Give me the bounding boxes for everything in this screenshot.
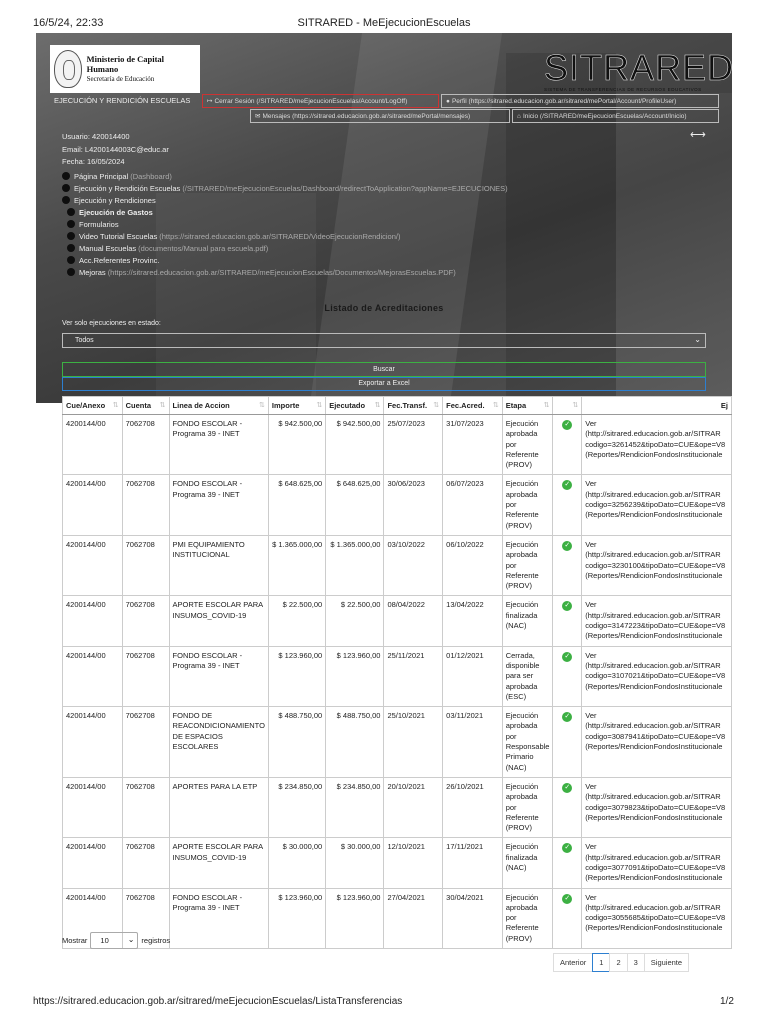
bullet-icon — [67, 268, 75, 276]
ver-link-ver: Ver — [585, 419, 597, 428]
sort-icon: ⇅ — [159, 402, 166, 409]
col-header-cuenta[interactable]: Cuenta ⇅ — [122, 397, 169, 415]
ver-link-url1: (http://sitrared.educacion.gob.ar/SITRAR — [585, 792, 721, 802]
ver-link-ver: Ver — [585, 842, 597, 852]
brand-tagline: SISTEMA DE TRANSFERENCIAS DE RECURSOS EDUCATIVOS — [544, 87, 702, 92]
ver-link-url2: codigo=3079823&tipoDato=CUE&ope=V8 — [585, 802, 726, 812]
ver-link-url3: (Reportes/RendicionFondosInstitucionale — [585, 923, 723, 933]
home-icon: ⌂ — [517, 113, 521, 120]
cell-ver-link[interactable] — [582, 838, 732, 888]
menu-item-ejecucion-rendiciones[interactable]: Ejecución y Rendiciones — [62, 194, 508, 206]
home-button[interactable]: ⌂ Inicio (/SITRARED/meEjecucionEscuelas/Account/Inicio) — [512, 109, 719, 123]
cell-fecacred: 26/10/2021 — [443, 777, 503, 837]
pagination-previous[interactable]: Anterior — [553, 953, 593, 972]
ver-link-url3: (Reportes/RendicionFondosInstitucionale — [585, 873, 723, 883]
menu-item-ejecucion-escuelas[interactable]: Ejecución y Rendición Escuelas (/SITRARED/meEjecucionEscuelas/Dashboard/redirectToApplication?appName=EJECUCIONES) — [62, 182, 508, 194]
cell-fectransf: 03/10/2022 — [384, 535, 443, 595]
user-id: Usuario: 420014400 — [62, 132, 130, 141]
ver-link-url2: codigo=3087941&tipoDato=CUE&ope=V8 — [585, 731, 726, 741]
mostrar-label: Mostrar — [62, 936, 88, 945]
col-header-ejecucion[interactable]: Ej — [582, 397, 732, 415]
ver-link-url3: (Reportes/RendicionFondosInstitucionale — [585, 812, 723, 822]
cell-cuenta: 7062708 — [122, 646, 169, 706]
hero-banner — [36, 33, 735, 403]
pagination-next[interactable]: Siguiente — [644, 953, 689, 972]
sort-icon: ⇅ — [492, 402, 499, 409]
ver-link-url2: codigo=3107021&tipoDato=CUE&ope=V8 — [585, 671, 726, 681]
cell-fecacred: 30/04/2021 — [443, 888, 503, 948]
cell-ejecutado: $ 488.750,00 — [326, 707, 384, 778]
print-url: https://sitrared.educacion.gob.ar/sitrared/meEjecucionEscuelas/ListaTransferencias — [33, 996, 403, 1007]
ver-link-url1: (http://sitrared.educacion.gob.ar/SITRAR — [585, 852, 721, 862]
sort-icon: ⇅ — [543, 402, 550, 409]
section-label: EJECUCIÓN Y RENDICIÓN ESCUELAS — [54, 96, 191, 105]
logo-line1: Ministerio de Capital Humano — [86, 54, 165, 74]
cell-fecacred: 13/04/2022 — [443, 596, 503, 646]
cell-cuenta: 7062708 — [122, 475, 169, 535]
menu-item-mejoras[interactable]: Mejoras (https://sitrared.educacion.gob.ar/SITRARED/meEjecucionEscuelas/Documentos/MejorasEscuelas.PDF) — [62, 266, 508, 278]
cell-fecacred: 06/10/2022 — [443, 535, 503, 595]
cell-importe: $ 30.000,00 — [268, 838, 325, 888]
cell-status — [553, 475, 582, 535]
table-row — [63, 777, 732, 837]
filter-label: Ver solo ejecuciones en estado: — [62, 320, 161, 327]
col-header-fectransf[interactable]: Fec.Transf. ⇅ — [384, 397, 443, 415]
ver-link-url1: (http://sitrared.educacion.gob.ar/SITRAR — [585, 429, 721, 439]
profile-button[interactable]: ● Perfil (https://sitrared.educacion.gob.ar/sitrared/mePortal/Account/ProfileUser) — [441, 94, 719, 108]
cell-status — [553, 415, 582, 475]
sort-icon: ⇅ — [433, 402, 440, 409]
cell-ejecutado: $ 942.500,00 — [326, 415, 384, 475]
check-circle-icon: ✓ — [562, 894, 572, 904]
check-circle-icon: ✓ — [562, 712, 572, 722]
cell-ver-link[interactable] — [582, 535, 732, 595]
ministry-logo — [50, 45, 200, 93]
cell-ejecutado: $ 1.365.000,00 — [326, 535, 384, 595]
bullet-icon — [67, 232, 75, 240]
check-circle-icon: ✓ — [562, 843, 572, 853]
export-excel-button[interactable]: Exportar a Excel — [62, 377, 706, 391]
user-icon: ● — [446, 98, 450, 105]
cell-fectransf: 25/10/2021 — [384, 707, 443, 778]
cell-ver-link[interactable] — [582, 777, 732, 837]
page-title: Listado de Acreditaciones — [324, 303, 444, 313]
logout-button[interactable]: ↦ Cerrar Sesión (/SITRARED/meEjecucionEscuelas/Account/LogOff) — [202, 94, 439, 108]
check-circle-icon: ✓ — [562, 541, 572, 551]
cell-ejecutado: $ 123.960,00 — [326, 646, 384, 706]
cell-cuenta: 7062708 — [122, 535, 169, 595]
menu-item-formularios[interactable]: Formularios — [62, 218, 508, 230]
ver-link-ver: Ver — [585, 781, 597, 791]
national-emblem-icon — [54, 50, 82, 88]
pagination — [554, 953, 689, 972]
ver-link-ver: Ver — [585, 600, 597, 610]
col-header-status[interactable] — [553, 397, 582, 415]
chevron-down-icon: ⌄ — [127, 935, 135, 944]
cell-status — [553, 535, 582, 595]
cell-importe: $ 22.500,00 — [268, 596, 325, 646]
ver-link-url3: (Reportes/RendicionFondosInstitucionale — [585, 681, 723, 691]
print-page-number: 1/2 — [720, 996, 734, 1007]
menu-item-manual[interactable]: Manual Escuelas (documentos/Manual para escuela.pdf) — [62, 242, 508, 254]
ver-link-url1: (http://sitrared.educacion.gob.ar/SITRAR — [585, 489, 721, 499]
cell-ejecutado: $ 22.500,00 — [326, 596, 384, 646]
cell-linea: FONDO ESCOLAR - Programa 39 - INET — [169, 415, 268, 475]
cell-fectransf: 25/11/2021 — [384, 646, 443, 706]
table-row — [63, 838, 732, 888]
logo-line2: Secretaría de Educación — [86, 74, 155, 83]
cell-cue: 4200144/00 — [63, 535, 123, 595]
ver-link-url1: (http://sitrared.educacion.gob.ar/SITRAR — [585, 610, 721, 620]
ver-link-url1: (http://sitrared.educacion.gob.ar/SITRAR — [585, 902, 721, 912]
table-row — [63, 707, 732, 778]
ver-link-url1: (http://sitrared.educacion.gob.ar/SITRAR — [585, 550, 721, 560]
cell-importe: $ 648.625,00 — [268, 475, 325, 535]
cell-linea: APORTE ESCOLAR PARA INSUMOS_COVID-19 — [169, 838, 268, 888]
ver-link-url3: (Reportes/RendicionFondosInstitucionale — [585, 742, 723, 752]
cell-importe: $ 123.960,00 — [268, 646, 325, 706]
table-row — [63, 596, 732, 646]
sort-icon: ⇅ — [316, 402, 323, 409]
check-circle-icon: ✓ — [562, 783, 572, 793]
cell-status — [553, 596, 582, 646]
cell-importe: $ 234.850,00 — [268, 777, 325, 837]
cell-fectransf: 30/06/2023 — [384, 475, 443, 535]
bullet-icon — [67, 256, 75, 264]
table-header-row — [63, 397, 732, 415]
bullet-icon — [62, 184, 70, 192]
cell-ver-link[interactable] — [582, 646, 732, 706]
pagination-page-1[interactable]: 1 — [592, 953, 610, 972]
print-datetime: 16/5/24, 22:33 — [33, 17, 104, 29]
ver-link-url2: codigo=3077091&tipoDato=CUE&ope=V8 — [585, 862, 726, 872]
cell-cue: 4200144/00 — [63, 596, 123, 646]
table-row — [63, 535, 732, 595]
cell-cuenta: 7062708 — [122, 777, 169, 837]
cell-cue: 4200144/00 — [63, 707, 123, 778]
cell-etapa: Ejecución aprobada por Referente (PROV) — [502, 415, 553, 475]
check-circle-icon: ✓ — [562, 652, 572, 662]
col-header-ejecutado[interactable]: Ejecutado ⇅ — [326, 397, 384, 415]
cell-etapa: Ejecución finalizada (NAC) — [502, 596, 553, 646]
print-title: SITRARED - MeEjecucionEscuelas — [297, 17, 471, 29]
cell-fectransf: 08/04/2022 — [384, 596, 443, 646]
cell-ver-link[interactable] — [582, 596, 732, 646]
cell-ejecutado: $ 234.850,00 — [326, 777, 384, 837]
ver-link-url3: (Reportes/RendicionFondosInstitucionale — [585, 631, 723, 641]
cell-linea: FONDO DE REACONDICIONAMIENTO DE ESPACIOS ESCOLARES — [169, 707, 268, 778]
cell-cue: 4200144/00 — [63, 838, 123, 888]
registros-label: registros — [141, 936, 171, 945]
sort-icon: ⇅ — [374, 402, 381, 409]
cell-etapa: Ejecución aprobada por Referente (PROV) — [502, 475, 553, 535]
current-date: Fecha: 16/05/2024 — [62, 157, 125, 166]
ver-link-url3: (Reportes/RendicionFondosInstitucionale — [585, 449, 723, 459]
col-header-importe[interactable]: Importe ⇅ — [268, 397, 325, 415]
cell-linea: FONDO ESCOLAR - Programa 39 - INET — [169, 888, 268, 948]
status-filter-select[interactable]: Todos ⌄ — [62, 333, 706, 348]
page-length-control — [62, 932, 170, 949]
check-circle-icon: ✓ — [562, 420, 572, 430]
user-email: Email: L4200144003C@educ.ar — [62, 144, 169, 154]
cell-etapa: Ejecución aprobada por Referente (PROV) — [502, 777, 553, 837]
cell-cuenta: 7062708 — [122, 596, 169, 646]
cell-linea: FONDO ESCOLAR - Programa 39 - INET — [169, 646, 268, 706]
cell-linea: FONDO ESCOLAR - Programa 39 - INET — [169, 475, 268, 535]
ver-link-url2: codigo=3261452&tipoDato=CUE&ope=V8 — [585, 439, 726, 449]
check-circle-icon: ✓ — [562, 480, 572, 490]
cell-cue: 4200144/00 — [63, 888, 123, 948]
ver-link-url3: (Reportes/RendicionFondosInstitucionale — [585, 570, 723, 580]
menu-item-acc-referentes[interactable]: Acc.Referentes Provinc. — [62, 254, 508, 266]
cell-cuenta: 7062708 — [122, 707, 169, 778]
cell-status — [553, 888, 582, 948]
cell-status — [553, 838, 582, 888]
cell-ejecutado: $ 123.960,00 — [326, 888, 384, 948]
cell-fectransf: 20/10/2021 — [384, 777, 443, 837]
brand-name: SITRARED — [544, 47, 735, 88]
comments-icon: ✉ — [255, 113, 261, 120]
logout-icon: ↦ — [207, 98, 213, 105]
cell-importe: $ 123.960,00 — [268, 888, 325, 948]
table-row — [63, 415, 732, 475]
menu-item-home[interactable]: Página Principal (Dashboard) — [62, 170, 508, 182]
messages-button[interactable]: ✉ Mensajes (https://sitrared.educacion.gob.ar/sitrared/mePortal/mensajes) — [250, 109, 510, 123]
bullet-icon — [62, 172, 70, 180]
cell-etapa: Ejecución aprobada por Referente (PROV) — [502, 535, 553, 595]
table-row — [63, 475, 732, 535]
cell-fecacred: 01/12/2021 — [443, 646, 503, 706]
ver-link-url2: codigo=3256239&tipoDato=CUE&ope=V8 — [585, 500, 726, 510]
menu-item-ejecucion-gastos[interactable]: Ejecución de Gastos — [62, 206, 508, 218]
sitrared-brand — [544, 47, 735, 92]
cell-cue: 4200144/00 — [63, 475, 123, 535]
chevron-down-icon — [62, 196, 70, 204]
ver-link-ver: Ver — [585, 650, 597, 660]
ver-link-ver: Ver — [585, 479, 597, 489]
transfers-table — [62, 396, 732, 949]
sort-icon: ⇅ — [572, 402, 579, 409]
sort-asc-icon: ⇅ — [112, 402, 119, 409]
cell-etapa: Ejecución aprobada por Referente (PROV) — [502, 888, 553, 948]
cell-status — [553, 777, 582, 837]
pagination-page-2[interactable]: 2 — [609, 953, 627, 972]
ver-link-url2: codigo=3230100&tipoDato=CUE&ope=V8 — [585, 560, 726, 570]
cell-linea: PMI EQUIPAMIENTO INSTITUCIONAL — [169, 535, 268, 595]
ver-link-url2: codigo=3055685&tipoDato=CUE&ope=V8 — [585, 913, 726, 923]
cell-cue: 4200144/00 — [63, 646, 123, 706]
cell-linea: APORTES PARA LA ETP — [169, 777, 268, 837]
ver-link-url3: (Reportes/RendicionFondosInstitucionale — [585, 510, 723, 520]
cell-importe: $ 942.500,00 — [268, 415, 325, 475]
page-length-select[interactable]: 10 ⌄ — [90, 932, 138, 949]
cell-fecacred: 03/11/2021 — [443, 707, 503, 778]
background-building — [616, 93, 732, 403]
bullet-icon — [67, 244, 75, 252]
menu-item-video-tutorial[interactable]: Video Tutorial Escuelas (https://sitrared.educacion.gob.ar/SITRARED/VideoEjecucionRendicion/) — [62, 230, 508, 242]
side-menu — [62, 170, 508, 278]
col-header-linea[interactable]: Linea de Accion ⇅ — [169, 397, 268, 415]
cell-cue: 4200144/00 — [63, 777, 123, 837]
col-header-etapa[interactable]: Etapa ⇅ — [502, 397, 553, 415]
ver-link-ver: Ver — [585, 711, 597, 721]
ver-link-ver: Ver — [585, 539, 597, 549]
cell-fecacred: 31/07/2023 — [443, 415, 503, 475]
cell-cue: 4200144/00 — [63, 415, 123, 475]
cell-cuenta: 7062708 — [122, 838, 169, 888]
cell-fecacred: 06/07/2023 — [443, 475, 503, 535]
sort-icon: ⇅ — [259, 402, 265, 409]
cell-importe: $ 488.750,00 — [268, 707, 325, 778]
bullet-icon — [67, 208, 75, 216]
pagination-page-3[interactable]: 3 — [627, 953, 645, 972]
cell-fectransf: 27/04/2021 — [384, 888, 443, 948]
ver-link-url1: (http://sitrared.educacion.gob.ar/SITRAR — [585, 660, 721, 670]
ver-link-url1: (http://sitrared.educacion.gob.ar/SITRAR — [585, 721, 721, 731]
ver-link-ver: Ver — [585, 892, 597, 902]
cell-fecacred: 17/11/2021 — [443, 838, 503, 888]
user-info — [62, 131, 169, 169]
cell-linea: APORTE ESCOLAR PARA INSUMOS_COVID-19 — [169, 596, 268, 646]
cell-fectransf: 12/10/2021 — [384, 838, 443, 888]
table-row — [63, 646, 732, 706]
cell-status — [553, 646, 582, 706]
cell-ver-link[interactable] — [582, 888, 732, 948]
cell-cuenta: 7062708 — [122, 888, 169, 948]
col-header-fecacred[interactable]: Fec.Acred. ⇅ — [443, 397, 503, 415]
bullet-icon — [67, 220, 75, 228]
cell-ejecutado: $ 648.625,00 — [326, 475, 384, 535]
cell-status — [553, 707, 582, 778]
check-circle-icon: ✓ — [562, 601, 572, 611]
chevron-down-icon: ⌄ — [694, 335, 701, 344]
cell-fectransf: 25/07/2023 — [384, 415, 443, 475]
cell-cuenta: 7062708 — [122, 415, 169, 475]
cell-etapa: Cerrada, disponible para ser aprobada (ESC) — [502, 646, 553, 706]
cell-etapa: Ejecución finalizada (NAC) — [502, 838, 553, 888]
cell-etapa: Ejecución aprobada por Responsable Primario (NAC) — [502, 707, 553, 778]
ver-link-url2: codigo=3147223&tipoDato=CUE&ope=V8 — [585, 621, 726, 631]
cell-importe: $ 1.365.000,00 — [268, 535, 325, 595]
cell-ver-link[interactable] — [582, 475, 732, 535]
cell-ver-link[interactable] — [582, 415, 732, 475]
cell-ejecutado: $ 30.000,00 — [326, 838, 384, 888]
col-header-cue[interactable]: Cue/Anexo ⇅ — [63, 397, 123, 415]
cell-ver-link[interactable] — [582, 707, 732, 778]
toggle-arrows-icon[interactable]: ⟷ — [690, 129, 706, 141]
search-button[interactable]: Buscar — [62, 362, 706, 377]
